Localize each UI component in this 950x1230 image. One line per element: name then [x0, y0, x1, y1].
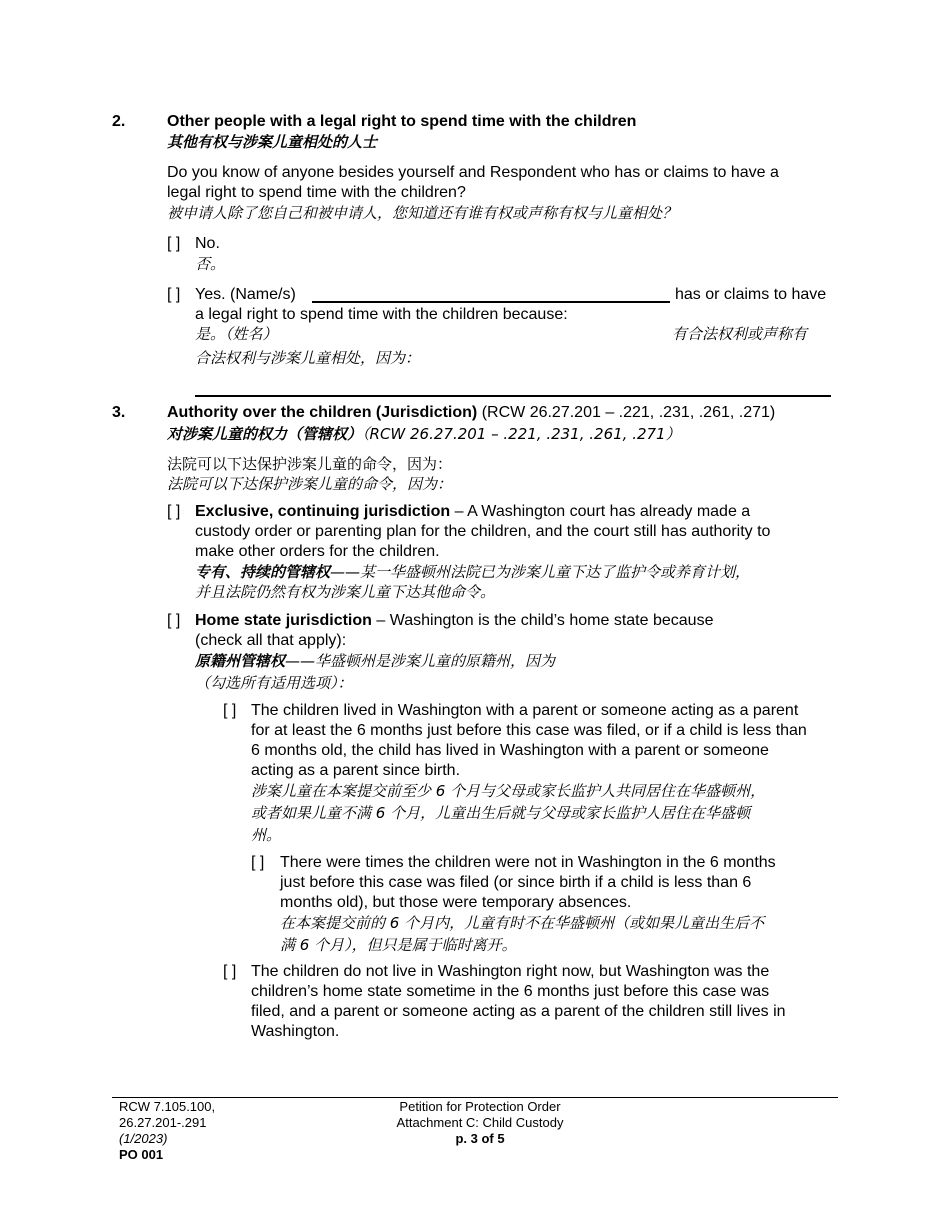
exclusive-zh-line1: [195, 562, 750, 583]
exclusive-bold: Exclusive, continuing jurisdiction: [195, 503, 451, 520]
exclusive-zh-line2: 并且法院仍然有权为涉案儿童下达其他命令。: [195, 583, 496, 601]
section-3-title-rcw: (RCW 26.27.201 – .221, .231, .261, .271): [481, 404, 776, 421]
option-b-line3: filed, and a parent or someone acting as a parent of the children still lives in: [251, 1003, 786, 1020]
yes-label-zh-c: 合法权利与涉案儿童相处，因为：: [195, 349, 421, 367]
home-state-zh-line1: [195, 651, 555, 672]
section-2-question-line1: Do you know of anyone besides yourself and Respondent who has or claims to have a: [167, 164, 779, 181]
option-a-line4: acting as a parent since birth.: [251, 762, 461, 779]
section-3-title-bold: Authority over the children (Jurisdiction): [167, 404, 478, 421]
home-state-bold: Home state jurisdiction: [195, 612, 372, 629]
section-2-number: 2.: [112, 113, 126, 130]
footer-divider: [112, 1097, 838, 1098]
yes-label: Yes. (Name/s): [195, 286, 296, 303]
no-checkbox[interactable]: [ ]: [167, 235, 181, 252]
option-a-zh1: 涉案儿童在本案提交前至少 6 个月与父母或家长监护人共同居住在华盛顿州，: [251, 782, 766, 800]
footer-center-1: Petition for Protection Order: [399, 1099, 561, 1114]
section-3-title: [167, 403, 775, 423]
section-2-question-zh: 被申请人除了您自己和被申请人，您知道还有谁有权或声称有权与儿童相处？: [167, 204, 678, 222]
footer-center-2: Attachment C: Child Custody: [396, 1115, 564, 1130]
footer-left-2: 26.27.201-.291: [119, 1115, 207, 1130]
option-a-zh3: 州。: [251, 826, 282, 844]
yes-label-zh-b: 有合法权利或声称有: [672, 325, 808, 343]
yes-checkbox[interactable]: [ ]: [167, 286, 181, 303]
home-state-zh-line2: （勾选所有适用选项）：: [195, 674, 353, 692]
home-state-line2: (check all that apply):: [195, 632, 347, 649]
option-b-line1: The children do not live in Washington right now, but Washington was the: [251, 963, 770, 980]
option-a-line1: The children lived in Washington with a parent or someone acting as a parent: [251, 702, 799, 719]
option-a-sub-zh1: 在本案提交前的 6 个月内，儿童有时不在华盛顿州（或如果儿童出生后不: [280, 914, 765, 932]
yes-label-line2: a legal right to spend time with the children because:: [195, 306, 568, 323]
footer-page-number: p. 3 of 5: [455, 1131, 505, 1146]
option-a-sub-line3: months old), but those were temporary absences.: [280, 894, 632, 911]
section-3-title-zh-rcw: （RCW 26.27.201 – .221, .231, .261, .271）: [362, 425, 681, 443]
section-3-title-zh: [167, 424, 681, 445]
option-a-sub-line2: just before this case was filed (or since birth if a child is less than 6: [280, 874, 752, 891]
exclusive-zh-bold: 专有、持续的管辖权: [195, 563, 331, 581]
yes-label-zh-a: 是。（姓名）: [195, 325, 278, 343]
option-a-sub-line1: There were times the children were not in Washington in the 6 months: [280, 854, 776, 871]
exclusive-checkbox[interactable]: [ ]: [167, 503, 181, 520]
home-state-line1: [195, 611, 713, 631]
home-state-text1: – Washington is the child’s home state because: [376, 612, 714, 629]
section-2-title-zh: 其他有权与涉案儿童相处的人士: [167, 133, 378, 151]
footer-left-1: RCW 7.105.100,: [119, 1099, 216, 1114]
home-state-zh1: ——华盛顿州是涉案儿童的原籍州，因为: [285, 652, 556, 670]
exclusive-text1: – A Washington court has already made a: [454, 503, 751, 520]
section-3-number: 3.: [112, 404, 126, 421]
option-a-checkbox[interactable]: [ ]: [223, 702, 237, 719]
exclusive-line1: [195, 502, 750, 522]
section-2-title: Other people with a legal right to spend time with the children: [167, 113, 637, 130]
exclusive-line3: make other orders for the children.: [195, 543, 440, 560]
exclusive-line2: custody order or parenting plan for the children, and the court still has authority to: [195, 523, 771, 540]
home-state-checkbox[interactable]: [ ]: [167, 612, 181, 629]
option-a-sub-zh2: 满 6 个月），但只是属于临时离开。: [280, 936, 517, 954]
section-2-question-line2: legal right to spend time with the children?: [167, 184, 466, 201]
home-state-zh-bold: 原籍州管辖权: [195, 652, 286, 670]
footer-left-3: (1/2023): [119, 1131, 168, 1146]
option-a-line3: 6 months old, the child has lived in Washington with a parent or someone: [251, 742, 769, 759]
option-b-line2: children’s home state sometime in the 6 months just before this case was: [251, 983, 770, 1000]
option-a-line2: for at least the 6 months just before this case was filed, or if a child is less than: [251, 722, 807, 739]
footer-left-4: PO 001: [119, 1147, 164, 1162]
option-a-zh2: 或者如果儿童不满 6 个月，儿童出生后就与父母或家长监护人居住在华盛顿: [251, 804, 751, 822]
name-input-line[interactable]: [312, 301, 670, 303]
yes-label-after: has or claims to have: [675, 286, 827, 303]
section-3-intro-zh1: 法院可以下达保护涉案儿童的命令，因为：: [167, 455, 453, 473]
option-a-sub-checkbox[interactable]: [ ]: [251, 854, 265, 871]
no-label-zh: 否。: [195, 255, 226, 273]
no-label: No.: [195, 235, 220, 252]
section-3-title-zh-bold: 对涉案儿童的权力（管辖权）: [167, 425, 363, 443]
reason-input-line[interactable]: [195, 395, 831, 397]
option-b-checkbox[interactable]: [ ]: [223, 963, 237, 980]
option-b-line4: Washington.: [251, 1023, 340, 1040]
exclusive-zh1: ——某一华盛顿州法院已为涉案儿童下达了监护令或养育计划，: [330, 563, 751, 581]
section-3-intro-zh2: 法院可以下达保护涉案儿童的命令，因为：: [167, 475, 453, 493]
